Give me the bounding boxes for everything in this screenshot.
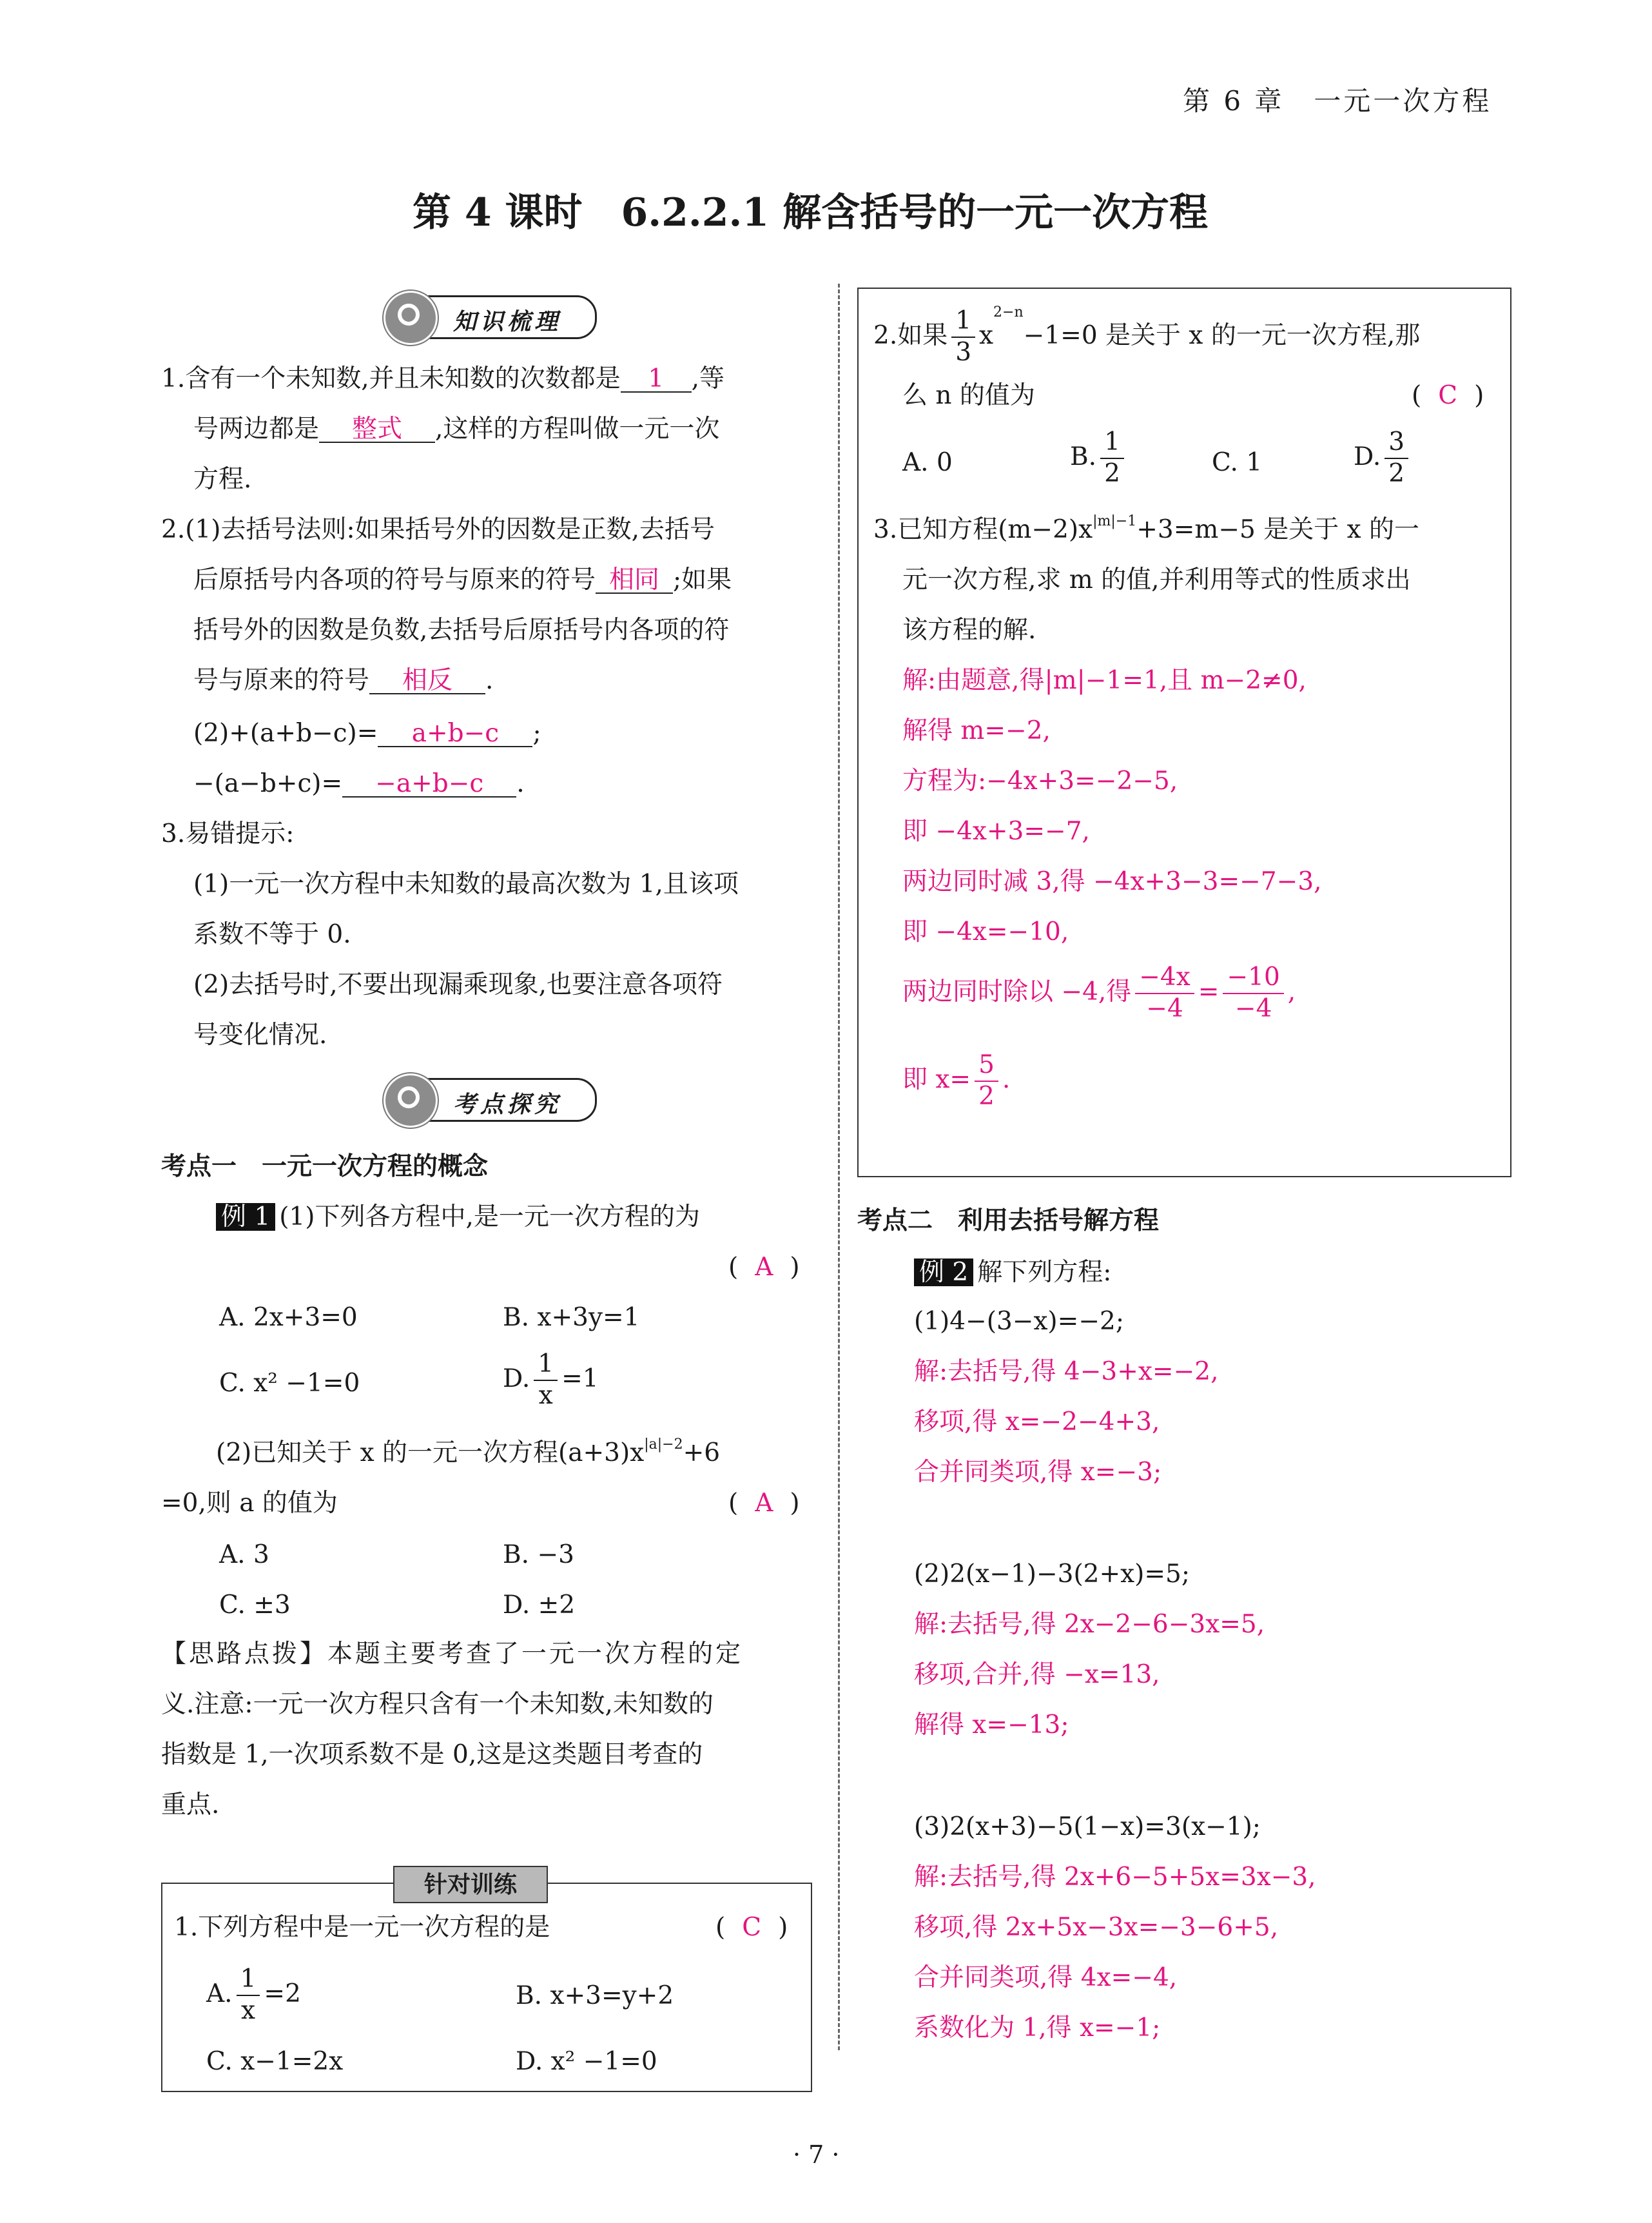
q3-line2: 元一次方程,求 m 的值,并利用等式的性质求出 (902, 565, 1411, 594)
ex1-optD: D. $\frac{1}{x}$ =1 (503, 1349, 599, 1410)
ex2-p3s3: 合并同类项,得 4x=−4, (914, 1963, 1178, 1992)
train-q: 1.下列方程中是一元一次方程的是 (174, 1913, 550, 1942)
k2-line2: 后原括号内各项的符号与原来的符号 相同 ;如果 (193, 565, 732, 594)
ex2-p1s2: 移项,得 x=−2−4+3, (914, 1407, 1160, 1436)
banner-explore-text: 考点探究 (453, 1091, 562, 1118)
ex1-o2A: A. 3 (219, 1540, 269, 1569)
ex2-p1s1: 解:去括号,得 4−3+x=−2, (914, 1357, 1219, 1386)
ex1-q2-line2: =0,则 a 的值为 (161, 1489, 338, 1518)
ex1-optC: C. x² −1=0 (219, 1369, 360, 1398)
k1-line1: 1.含有一个未知数,并且未知数的次数都是 1 ,等 (161, 364, 725, 393)
ex2-p2: (2)2(x−1)−3(2+x)=5; (914, 1560, 1190, 1589)
ex2-p3s2: 移项,得 2x+5x−3x=−3−6+5, (914, 1913, 1279, 1942)
q3-line1: 3.已知方程$(m-2)x^{|m|-1}+3=m-5$ 是关于 x 的一 (873, 513, 1420, 544)
magnifier-icon (384, 1073, 438, 1128)
k3-p2a: (2)去括号时,不要出现漏乘现象,也要注意各项符 (193, 970, 723, 999)
q2-ans: ( C ) (1412, 381, 1484, 410)
k2-line4: 号与原来的符号 相反 . (193, 666, 494, 695)
train-optD: D. x² −1=0 (516, 2047, 657, 2076)
train-optB: B. x+3=y+2 (516, 1981, 674, 2010)
train-optC: C. x−1=2x (206, 2047, 344, 2076)
q3-s2: 解得 m=−2, (902, 716, 1051, 745)
q3-s3: 方程为:−4x+3=−2−5, (902, 767, 1178, 796)
column-divider (838, 284, 840, 2050)
ex1-o2B: B. −3 (503, 1540, 574, 1569)
ex2-p1s3: 合并同类项,得 x=−3; (914, 1458, 1162, 1487)
k3-p2b: 号变化情况. (193, 1021, 327, 1050)
q3-s8: 即 x= $\frac{5}{2}$ . (902, 1050, 1011, 1111)
training-label: 针对训练 (393, 1866, 548, 1903)
chapter-header: 第 6 章 一元一次方程 (1183, 85, 1492, 117)
ex2-p2s2: 移项,合并,得 −x=13, (914, 1660, 1160, 1689)
k2c-line: −(a−b+c)= −a+b−c . (193, 769, 525, 798)
k1-line3: 方程. (193, 465, 252, 494)
ex1-optA: A. 2x+3=0 (219, 1303, 358, 1332)
k2-line3: 括号外的因数是负数,去括号后原括号内各项的符 (193, 616, 730, 645)
ex2-p3s1: 解:去括号,得 2x+6−5+5x=3x−3, (914, 1863, 1316, 1892)
ex1-ans2: ( A ) (728, 1489, 800, 1518)
tip-l3: 指数是 1,一次项系数不是 0,这是这类题目考查的 (161, 1740, 703, 1769)
train-optA: A. $\frac{1}{x}$ =2 (206, 1964, 301, 2025)
ex1-ans1: ( A ) (728, 1253, 800, 1282)
k1-line2: 号两边都是 整式 ,这样的方程叫做一元一次 (193, 415, 720, 444)
ex1-tag: 例 1 (216, 1203, 275, 1231)
ex1-q2-line1: (2)已知关于 x 的一元一次方程$(a+3)x^{|a|-2}+6$ (216, 1436, 721, 1467)
banner-knowledge-text: 知识梳理 (453, 308, 562, 335)
page-title: 第 4 课时 6.2.2.1 解含括号的一元一次方程 (413, 190, 1209, 235)
location-pin-icon (384, 291, 438, 345)
q2-optA: A. 0 (902, 448, 953, 477)
kd2-heading: 考点二 利用去括号解方程 (857, 1206, 1160, 1235)
ex2-tag: 例 2 (914, 1258, 973, 1286)
q2-optD: D. $\frac{3}{2}$ (1354, 429, 1412, 487)
q2-optB: B. $\frac{1}{2}$ (1070, 429, 1128, 487)
tip-l1: 【思路点拨】本题主要考查了一元一次方程的定 (161, 1640, 744, 1669)
banner-explore (387, 1078, 597, 1122)
kd1-heading: 考点一 一元一次方程的概念 (161, 1151, 489, 1181)
q3-s5: 两边同时减 3,得 −4x+3−3=−7−3, (902, 867, 1322, 896)
k2-line1: 2.(1)去括号法则:如果括号外的因数是正数,去括号 (161, 515, 715, 544)
ex1-q1: 例 1 (1)下列各方程中,是一元一次方程的为 (216, 1203, 700, 1231)
ex1-o2D: D. ±2 (503, 1591, 576, 1620)
tip-l4: 重点. (161, 1790, 220, 1819)
k3-title: 3.易错提示: (161, 819, 295, 848)
q2-optC: C. 1 (1212, 448, 1263, 477)
ex2-title: 例 2 解下列方程: (914, 1258, 1111, 1286)
q3-s6: 即 −4x=−10, (902, 917, 1069, 946)
q3-s4: 即 −4x+3=−7, (902, 817, 1090, 846)
k3-p1a: (1)一元一次方程中未知数的最高次数为 1,且该项 (193, 870, 739, 899)
page-number: · 7 · (793, 2140, 840, 2169)
ex2-p3s4: 系数化为 1,得 x=−1; (914, 2013, 1161, 2042)
k3-p1b: 系数不等于 0. (193, 920, 351, 949)
ex2-p3: (3)2(x+3)−5(1−x)=3(x−1); (914, 1812, 1261, 1841)
k2b-line: (2)+(a+b−c)= a+b−c ; (193, 719, 541, 748)
q3-line3: 该方程的解. (902, 616, 1036, 645)
q2-line1: 2.如果 $\frac{1}{3}$ $x^{2-n}-1=0$ 是关于 x 的一元一次方程,那 (873, 304, 1421, 367)
ex1-optB: B. x+3y=1 (503, 1303, 640, 1332)
ex2-p1: (1)4−(3−x)=−2; (914, 1307, 1124, 1336)
ex2-p2s1: 解:去括号,得 2x−2−6−3x=5, (914, 1610, 1265, 1639)
q3-s1: 解:由题意,得|m|−1=1,且 m−2≠0, (902, 666, 1307, 695)
banner-knowledge (387, 295, 597, 339)
train-ans: ( C ) (715, 1913, 788, 1942)
ex1-o2C: C. ±3 (219, 1591, 291, 1620)
tip-l2: 义.注意:一元一次方程只含有一个未知数,未知数的 (161, 1690, 714, 1719)
q3-s7: 两边同时除以 −4,得 $\frac{-4x}{-4}$ = $\frac{-10}{-4}$ , (902, 963, 1296, 1023)
q2-line2: 么 n 的值为 (902, 381, 1035, 410)
ex2-p2s3: 解得 x=−13; (914, 1710, 1069, 1739)
